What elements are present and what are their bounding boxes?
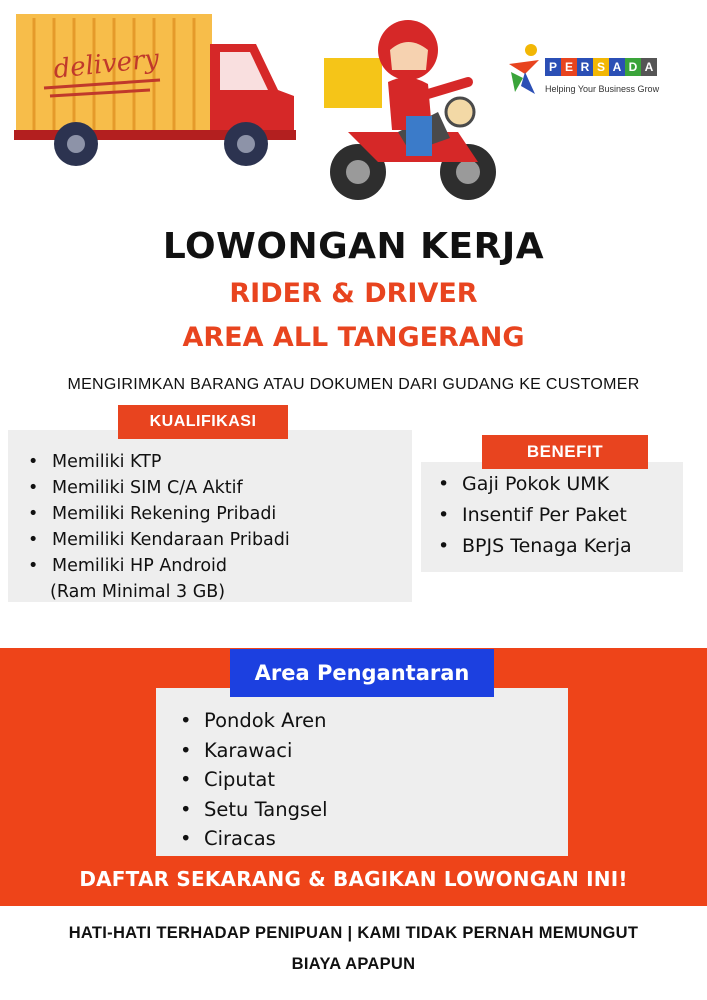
job-description: MENGIRIMKAN BARANG ATAU DOKUMEN DARI GUDANG KE CUSTOMER [67,376,640,393]
logo-letters [545,58,657,76]
list-item-text: Gaji Pokok UMK [462,473,610,495]
fraud-warning-line-1: HATI-HATI TERHADAP PENIPUAN | KAMI TIDAK PERNAH MEMUNGUT [68,924,639,942]
list-item: • Pondok Aren [180,709,327,732]
motorcycle-rider-icon [318,12,508,212]
kualifikasi-label: KUALIFIKASI [118,405,288,439]
list-item: • Gaji Pokok UMK [438,473,610,495]
list-item: • Memiliki HP Android [28,556,227,576]
list-item-text: Memiliki HP Android [52,556,227,576]
persada-logo [505,38,685,108]
list-item-text: Memiliki KTP [52,452,162,472]
list-item: • Insentif Per Paket [438,504,627,526]
logo-letter: R [577,58,593,76]
subtitle-role: RIDER & DRIVER [229,278,478,309]
list-item-text: Memiliki Kendaraan Pribadi [52,530,290,550]
benefit-list [438,469,632,562]
page-title: LOWONGAN KERJA [162,226,545,267]
list-item: • Memiliki Kendaraan Pribadi [28,530,290,550]
area-label: Area Pengantaran [230,649,494,697]
kualifikasi-list [28,449,290,605]
list-item-text: Memiliki Rekening Pribadi [52,504,277,524]
list-item-text: Pondok Aren [204,709,327,732]
subtitle-area: AREA ALL TANGERANG [182,322,525,353]
truck-text: delivery [52,43,161,85]
list-item-text: Karawaci [204,738,293,762]
area-list [180,706,328,854]
call-to-action: DAFTAR SEKARANG & BAGIKAN LOWONGAN INI! [79,867,628,891]
logo-tagline: Helping Your Business Grow [545,84,660,94]
list-item-text: BPJS Tenaga Kerja [462,535,632,557]
list-item-text: Memiliki SIM C/A Aktif [52,478,243,498]
fraud-warning-line-2: BIAYA APAPUN [291,955,416,973]
list-item: • Ciputat [180,768,276,791]
list-item: • Ciracas [180,827,276,850]
logo-letter: D [625,58,641,76]
list-item: • Memiliki SIM C/A Aktif [28,478,243,498]
logo-letter: A [609,58,625,76]
list-item: • BPJS Tenaga Kerja [438,535,632,557]
list-item: • Memiliki KTP [28,452,162,472]
list-item-text: Insentif Per Paket [462,504,627,526]
logo-letter: S [593,58,609,76]
logo-letter: E [561,58,577,76]
list-item: • Karawaci [180,738,293,762]
list-item-continuation: (Ram Minimal 3 GB) [50,582,226,602]
list-item: • Memiliki Rekening Pribadi [28,504,277,524]
logo-letter: P [545,58,561,76]
delivery-truck-icon [10,10,300,170]
list-item-text: Ciracas [204,827,276,850]
list-item: • Setu Tangsel [180,797,328,821]
list-item-text: Setu Tangsel [204,797,328,821]
benefit-label: BENEFIT [482,435,648,469]
logo-figure-icon [505,42,545,98]
list-item-text: Ciputat [204,768,276,791]
logo-letter: A [641,58,657,76]
